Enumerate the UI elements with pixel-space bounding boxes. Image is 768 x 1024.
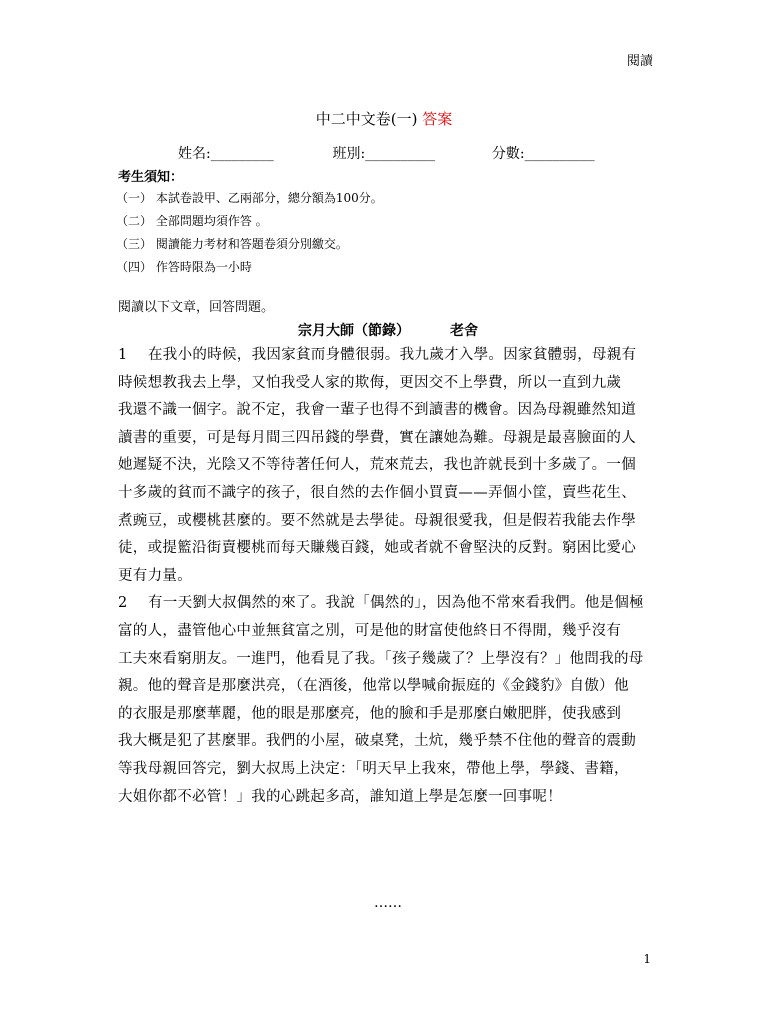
page-title xyxy=(0,108,768,129)
article-line: 富的人，盡管他心中並無貧富之別，可是他的財富使他終日不得閒，幾乎沒有 xyxy=(118,622,622,639)
article-line: 讀書的重要，可是每月間三四吊錢的學費，實在讓她為難。母親是最喜臉面的人 xyxy=(118,429,636,446)
header-tag: 閱讀 xyxy=(626,54,653,69)
article-line: 的衣服是那麼華麗，他的眼是那麼亮，他的臉和手是那麼白嫩肥胖，使我感到 xyxy=(118,705,622,722)
article-line: 等我母親回答完，劉大叔馬上決定：「明天早上我來，帶他上學，學錢、書籍， xyxy=(118,760,629,777)
article-heading xyxy=(0,320,768,340)
article-line: 我還不識一個字。說不定，我會一輩子也得不到讀書的機會。因為母親雖然知道 xyxy=(118,402,636,419)
article-line: 更有力量。 xyxy=(118,567,192,584)
notice-item: （一） 本試卷設甲、乙兩部分，總分額為100分。 xyxy=(116,191,383,205)
article-body xyxy=(118,342,658,811)
article-line: 大姐你都不必管！」我的心跳起多高，誰知道上學是怎麼一回事呢！ xyxy=(118,788,562,805)
article-line: 1 在我小的時候，我因家貧而身體很弱。我九歲才入學。因家貧體弱，母親有 xyxy=(118,342,658,370)
article-title: 宗月大師（節錄） xyxy=(298,323,410,339)
paragraph-number: 2 xyxy=(118,595,128,612)
score-field: 分數:__________ xyxy=(491,146,595,162)
notice-heading: 考生須知： xyxy=(118,170,184,185)
article-line: 她遲疑不決，光陰又不等待著任何人，荒來荒去，我也許就長到十多歲了。一個 xyxy=(118,457,636,474)
ellipsis: …… xyxy=(374,895,402,911)
article-line: 2 有一天劉大叔偶然的來了。我說「偶然的」，因為他不常來看我們。他是個極 xyxy=(118,590,658,618)
reading-instruction: 閱讀以下文章，回答問題。 xyxy=(118,300,275,315)
notice-list xyxy=(116,187,383,279)
student-fields xyxy=(178,143,595,163)
article-line: 我大概是犯了甚麼罪。我們的小屋，破桌凳，土炕，幾乎禁不住他的聲音的震動 xyxy=(118,733,636,750)
title-main: 中二中文卷(一) xyxy=(315,110,418,128)
notice-item: （二） 全部問題均須作答 。 xyxy=(116,214,268,228)
paragraph-number: 1 xyxy=(118,347,128,363)
class-field: 班別:__________ xyxy=(332,146,436,162)
name-field: 姓名:_________ xyxy=(178,146,274,162)
article-line: 親。他的聲音是那麼洪亮，（在酒後，他常以學喊俞振庭的《金錢豹》自傲）他 xyxy=(118,678,629,695)
article-author: 老舍 xyxy=(450,323,478,339)
article-line: 時候想教我去上學，又怕我受人家的欺侮，更因交不上學費，所以一直到九歲 xyxy=(118,374,622,391)
article-line: 煮豌豆，或櫻桃甚麼的。要不然就是去學徒。母親很愛我，但是假若我能去作學 xyxy=(118,512,636,529)
title-answer: 答案 xyxy=(422,110,453,128)
page-number: 1 xyxy=(643,952,651,966)
notice-item: （四） 作答時限為一小時 xyxy=(116,260,252,274)
article-line: 工夫來看窮朋友。一進門，他看見了我。「孩子幾歲了？上學沒有？」他問我的母 xyxy=(118,650,644,667)
article-line: 十多歲的貧而不識字的孩子，很自然的去作個小買賣——弄個小筐，賣些花生、 xyxy=(118,484,636,501)
notice-item: （三） 閱讀能力考材和答題卷須分別繳交。 xyxy=(116,237,348,251)
article-line: 徒，或提籃沿街賣櫻桃而每天賺幾百錢，她或者就不會堅決的反對。窮困比愛心 xyxy=(118,540,636,557)
